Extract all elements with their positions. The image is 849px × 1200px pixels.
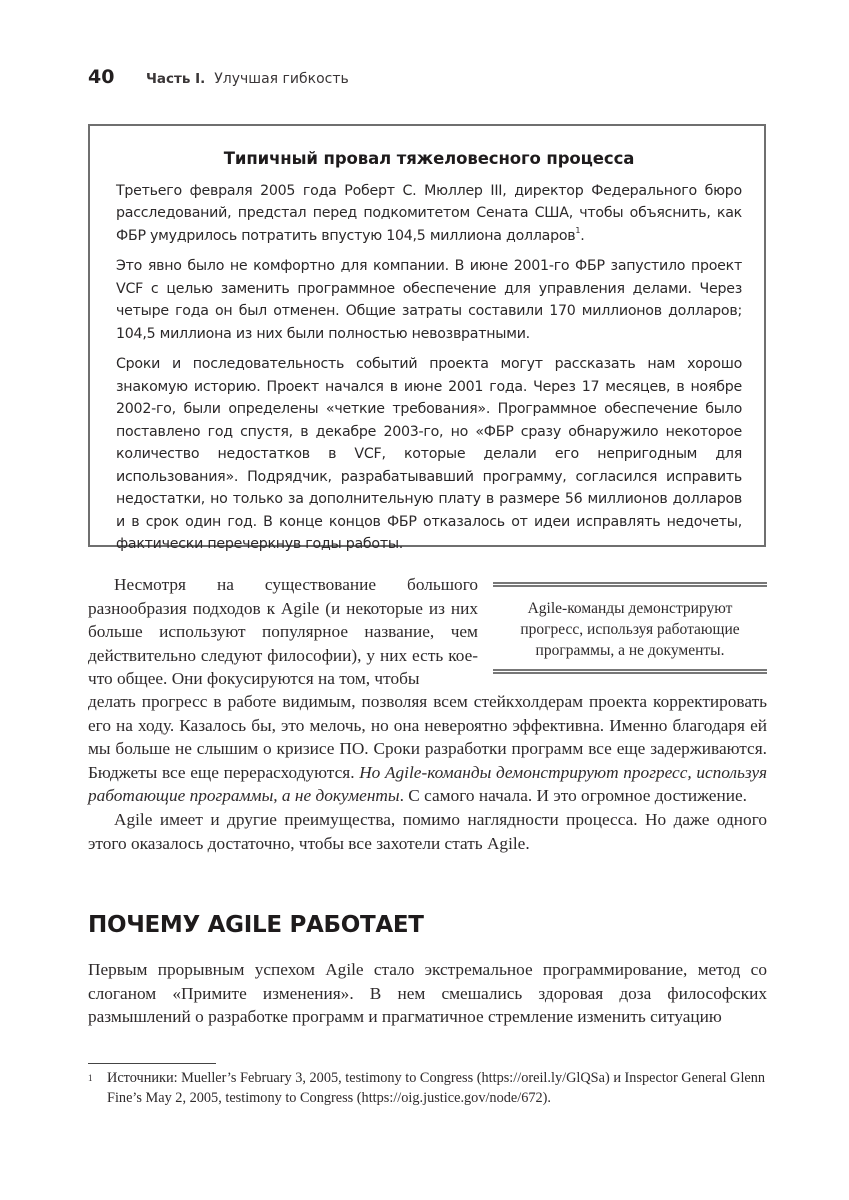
body-continuation [88,690,767,855]
footnote-reference[interactable]: 1 [575,225,581,235]
intro-paragraph: Несмотря на существование большого разнообразия подходов к Agile (и некоторые из них больше используют популярное название, чем действительно следуют философии), у них есть кое-что общее. Они фокусируются на том, чтобы [88,575,478,689]
sidebar-paragraph: Сроки и последовательность событий проекта могут рассказать нам хорошо знакомую историю. Проект начался в июне 2001 года. Через 17 месяцев, в ноябре 2002-го, были определены «четкие требования». Программное обеспечение было поставлено год спустя, в декабре 2003-го, но «ФБР сразу обнаружило некоторое количество недостатков в VCF, которые делали его непригодным для использования». Подрядчик, разрабатывавший программу, согласился исправить недостатки, но только за дополнительную плату в размере 56 миллионов долларов и в срок один год. В конце концов ФБР отказалось от идеи исправлять недочеты, фактически перечеркнув годы работы. [116,356,742,552]
sidebar-title: Типичный провал тяжеловесного процесса [223,149,635,168]
pull-quote-text: Agile-команды демонстрируют прогресс, используя работающие программы, а не документы. [520,600,740,659]
footnote-text: Источники: Mueller’s February 3, 2005, testimony to Congress (https://oreil.ly/GlQSa) и Inspector General Glenn Fine’s May 2, 2005, testimony to Congress (https://oig.justice.gov/node/672). [107,1070,766,1106]
section-paragraph: Первым прорывным успехом Agile стало экстремальное программирование, метод со слоганом «Примите изменения». В нем смешались здоровая доза философских размышлений о разработке программ и прагматичное стремление изменить ситуацию [88,960,767,1027]
emphasized-text: Но Agile-команды демонстрируют прогресс, используя работающие программы, а не документы [88,762,767,806]
running-header [88,66,349,90]
sidebar-paragraph: Это явно было не комфортно для компании. В июне 2001-го ФБР запустило проект VCF с целью заменить программное обеспечение для управления делами. Через четыре года он был отменен. Общие затраты составили 170 миллионов долларов; 104,5 миллиона из них были полностью невозвратными. [116,258,742,342]
footnote [88,1069,767,1108]
sidebar-box [88,124,766,552]
footnote-divider [88,1063,216,1064]
sidebar-paragraph: Третьего февраля 2005 года Роберт С. Мюллер III, директор Федерального бюро расследований, предстал перед подкомитетом Сената США, чтобы объяснить, как ФБР умудрилось потратить впустую 104,5 миллиона долларов$^1$. [116,182,742,244]
body-paragraph: Agile имеет и другие преимущества, помимо наглядности процесса. Но даже одного этого оказалось достаточно, чтобы все захотели стать Agile. [88,809,767,853]
page-number: 40 [88,66,115,88]
body-paragraph-continued: делать прогресс в работе видимым, позволяя всем стейкхолдерам проекта корректировать его на ходу. Казалось бы, это мелочь, но она невероятно эффективна. Именно благодаря ей мы больше не слышим о кризисе ПО. Сроки разработки программ все еще задерживаются. Бюджеты все еще перерасходуются. Но Agile-команды демонстрируют прогресс, используя работающие программы, а не документы. С самого начала. И это огромное достижение. [88,692,767,806]
part-title: Улучшая гибкость [214,71,349,87]
section-heading: ПОЧЕМУ AGILE РАБОТАЕТ [88,912,424,938]
footnote-mark: 1 [88,1073,93,1083]
part-label: Часть I. [146,71,206,87]
section-body [88,958,767,1029]
pull-quote-bottom-rule [493,669,767,674]
pull-quote [493,582,767,674]
